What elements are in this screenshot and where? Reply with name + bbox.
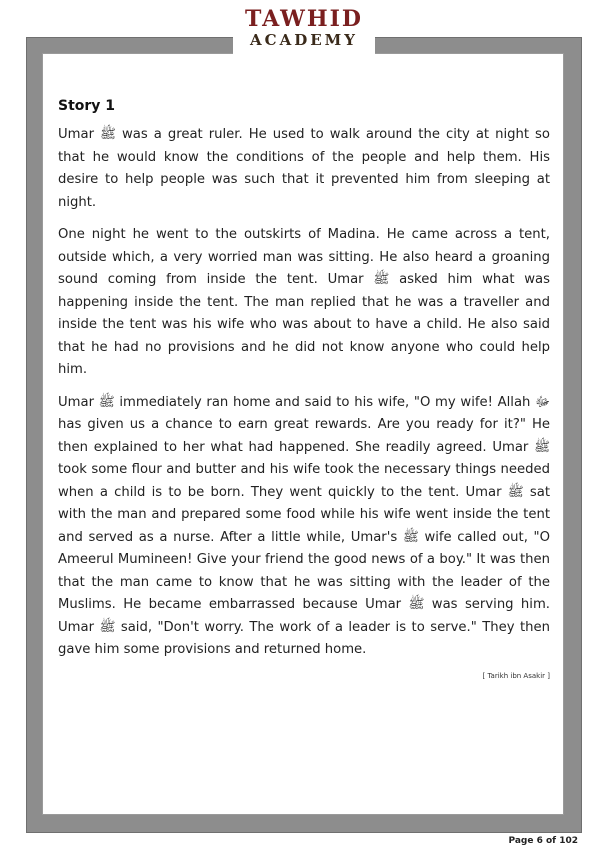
story-title: Story 1 (58, 98, 116, 114)
story-paragraph-2: One night he went to the outskirts of Madina. He came across a tent, outside which, a very worried man was sitting. He also heard a groaning sound coming from inside the tent. Umar ﷺ asked him what was happening inside the tent. The man replied that he was a traveller and inside the tent was his wife who was about to have a child. He also said that he had no provisions and he did not know anyone who could help him. (58, 227, 551, 377)
page-number: Page 6 of 102 (508, 836, 578, 846)
story-content (58, 98, 550, 680)
story-paragraph-1: Umar ﷺ was a great ruler. He used to walk around the city at night so that he would know the conditions of the people and help them. His desire to help people was such that it prevented him from sleeping at night. (58, 127, 550, 210)
story-paragraph-3: Umar ﷺ immediately ran home and said to his wife, "O my wife! Allah ﷻ has given us a chance to earn great rewards. Are you ready for it?" He then explained to her what had happened. She readily agreed. Umar ﷺ took some flour and butter and his wife took the necessary things needed when a child is to be born. They went quickly to the tent. Umar ﷺ sat with the man and prepared some food while his wife went inside the tent and served as a nurse. After a little while, Umar's ﷺ wife called out, "O Ameerul Mumineen! Give your friend the good news of a boy." It was then that the man came to know that he was sitting with the leader of the Muslims. He became embarrassed because Umar ﷺ was serving him. Umar ﷺ said, "Don't worry. The work of a leader is to serve." They then gave him some provisions and returned home. (58, 394, 550, 657)
logo-line-1: TAWHID (244, 6, 363, 32)
logo-line-2: ACADEMY (250, 31, 358, 49)
source-citation: [ Tarikh ibn Asakir ] (482, 671, 550, 680)
academy-logo (233, 6, 375, 56)
